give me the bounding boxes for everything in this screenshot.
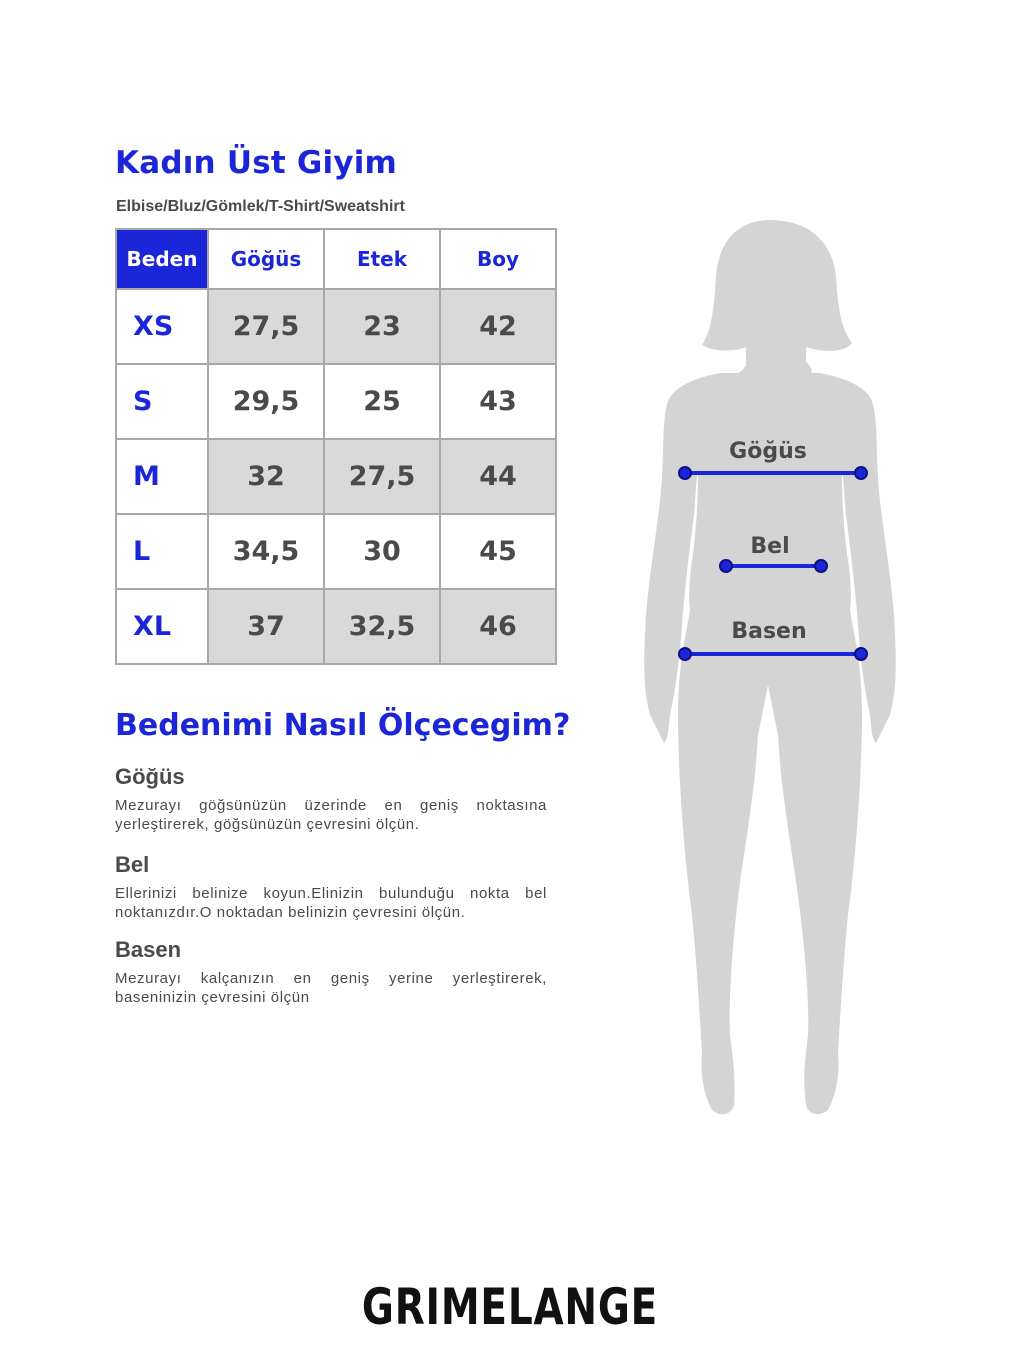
page-title: Kadın Üst Giyim	[115, 145, 398, 181]
header-gogus: Göğüs	[208, 229, 324, 289]
how-to-section-bel	[115, 852, 547, 922]
size-table	[115, 228, 557, 665]
gogus-cell: 27,5	[208, 289, 324, 364]
brand-logo: GRIMELANGE	[361, 1278, 659, 1336]
gogus-cell: 34,5	[208, 514, 324, 589]
bel-point-left	[720, 560, 732, 572]
boy-cell: 46	[440, 589, 556, 664]
etek-cell: 27,5	[324, 439, 440, 514]
table-row	[116, 514, 556, 589]
size-cell: XS	[116, 289, 208, 364]
section-text: Mezurayı göğsünüzün üzerinde en geniş noktasına yerleştirerek, göğsünüzün çevresini ölçün.	[115, 797, 547, 833]
table-row	[116, 439, 556, 514]
section-text: Ellerinizi belinize koyun.Elinizin bulunduğu nokta bel noktanızdır.O noktadan belinizin çevresini ölçün.	[115, 885, 547, 921]
table-row	[116, 364, 556, 439]
how-to-section-gogus	[115, 764, 547, 834]
page-subtitle: Elbise/Bluz/Gömlek/T-Shirt/Sweatshirt	[116, 198, 405, 215]
body-silhouette-figure	[620, 215, 940, 1125]
gogus-cell: 37	[208, 589, 324, 664]
section-text: Mezurayı kalçanızın en geniş yerine yerleştirerek, baseninizin çevresini ölçün	[115, 970, 547, 1006]
table-header-row	[116, 229, 556, 289]
etek-cell: 30	[324, 514, 440, 589]
etek-cell: 32,5	[324, 589, 440, 664]
header-etek: Etek	[324, 229, 440, 289]
etek-cell: 25	[324, 364, 440, 439]
boy-cell: 44	[440, 439, 556, 514]
basen-point-right	[855, 648, 867, 660]
gogus-label: Göğüs	[729, 439, 807, 464]
how-to-section-basen	[115, 937, 547, 1007]
size-cell: S	[116, 364, 208, 439]
size-cell: XL	[116, 589, 208, 664]
gogus-point-left	[679, 467, 691, 479]
silhouette-icon	[644, 220, 896, 1114]
bel-point-right	[815, 560, 827, 572]
table-row	[116, 589, 556, 664]
gogus-cell: 32	[208, 439, 324, 514]
size-cell: M	[116, 439, 208, 514]
table-row	[116, 289, 556, 364]
gogus-cell: 29,5	[208, 364, 324, 439]
gogus-point-right	[855, 467, 867, 479]
bel-label: Bel	[750, 534, 790, 559]
how-to-title: Bedenimi Nasıl Ölçecegim?	[115, 708, 571, 743]
section-heading: Basen	[115, 937, 182, 962]
etek-cell: 23	[324, 289, 440, 364]
boy-cell: 42	[440, 289, 556, 364]
boy-cell: 43	[440, 364, 556, 439]
section-heading: Bel	[115, 852, 150, 877]
size-cell: L	[116, 514, 208, 589]
basen-label: Basen	[731, 619, 807, 644]
header-beden: Beden	[116, 229, 208, 289]
basen-point-left	[679, 648, 691, 660]
section-heading: Göğüs	[115, 764, 185, 789]
header-boy: Boy	[440, 229, 556, 289]
boy-cell: 45	[440, 514, 556, 589]
